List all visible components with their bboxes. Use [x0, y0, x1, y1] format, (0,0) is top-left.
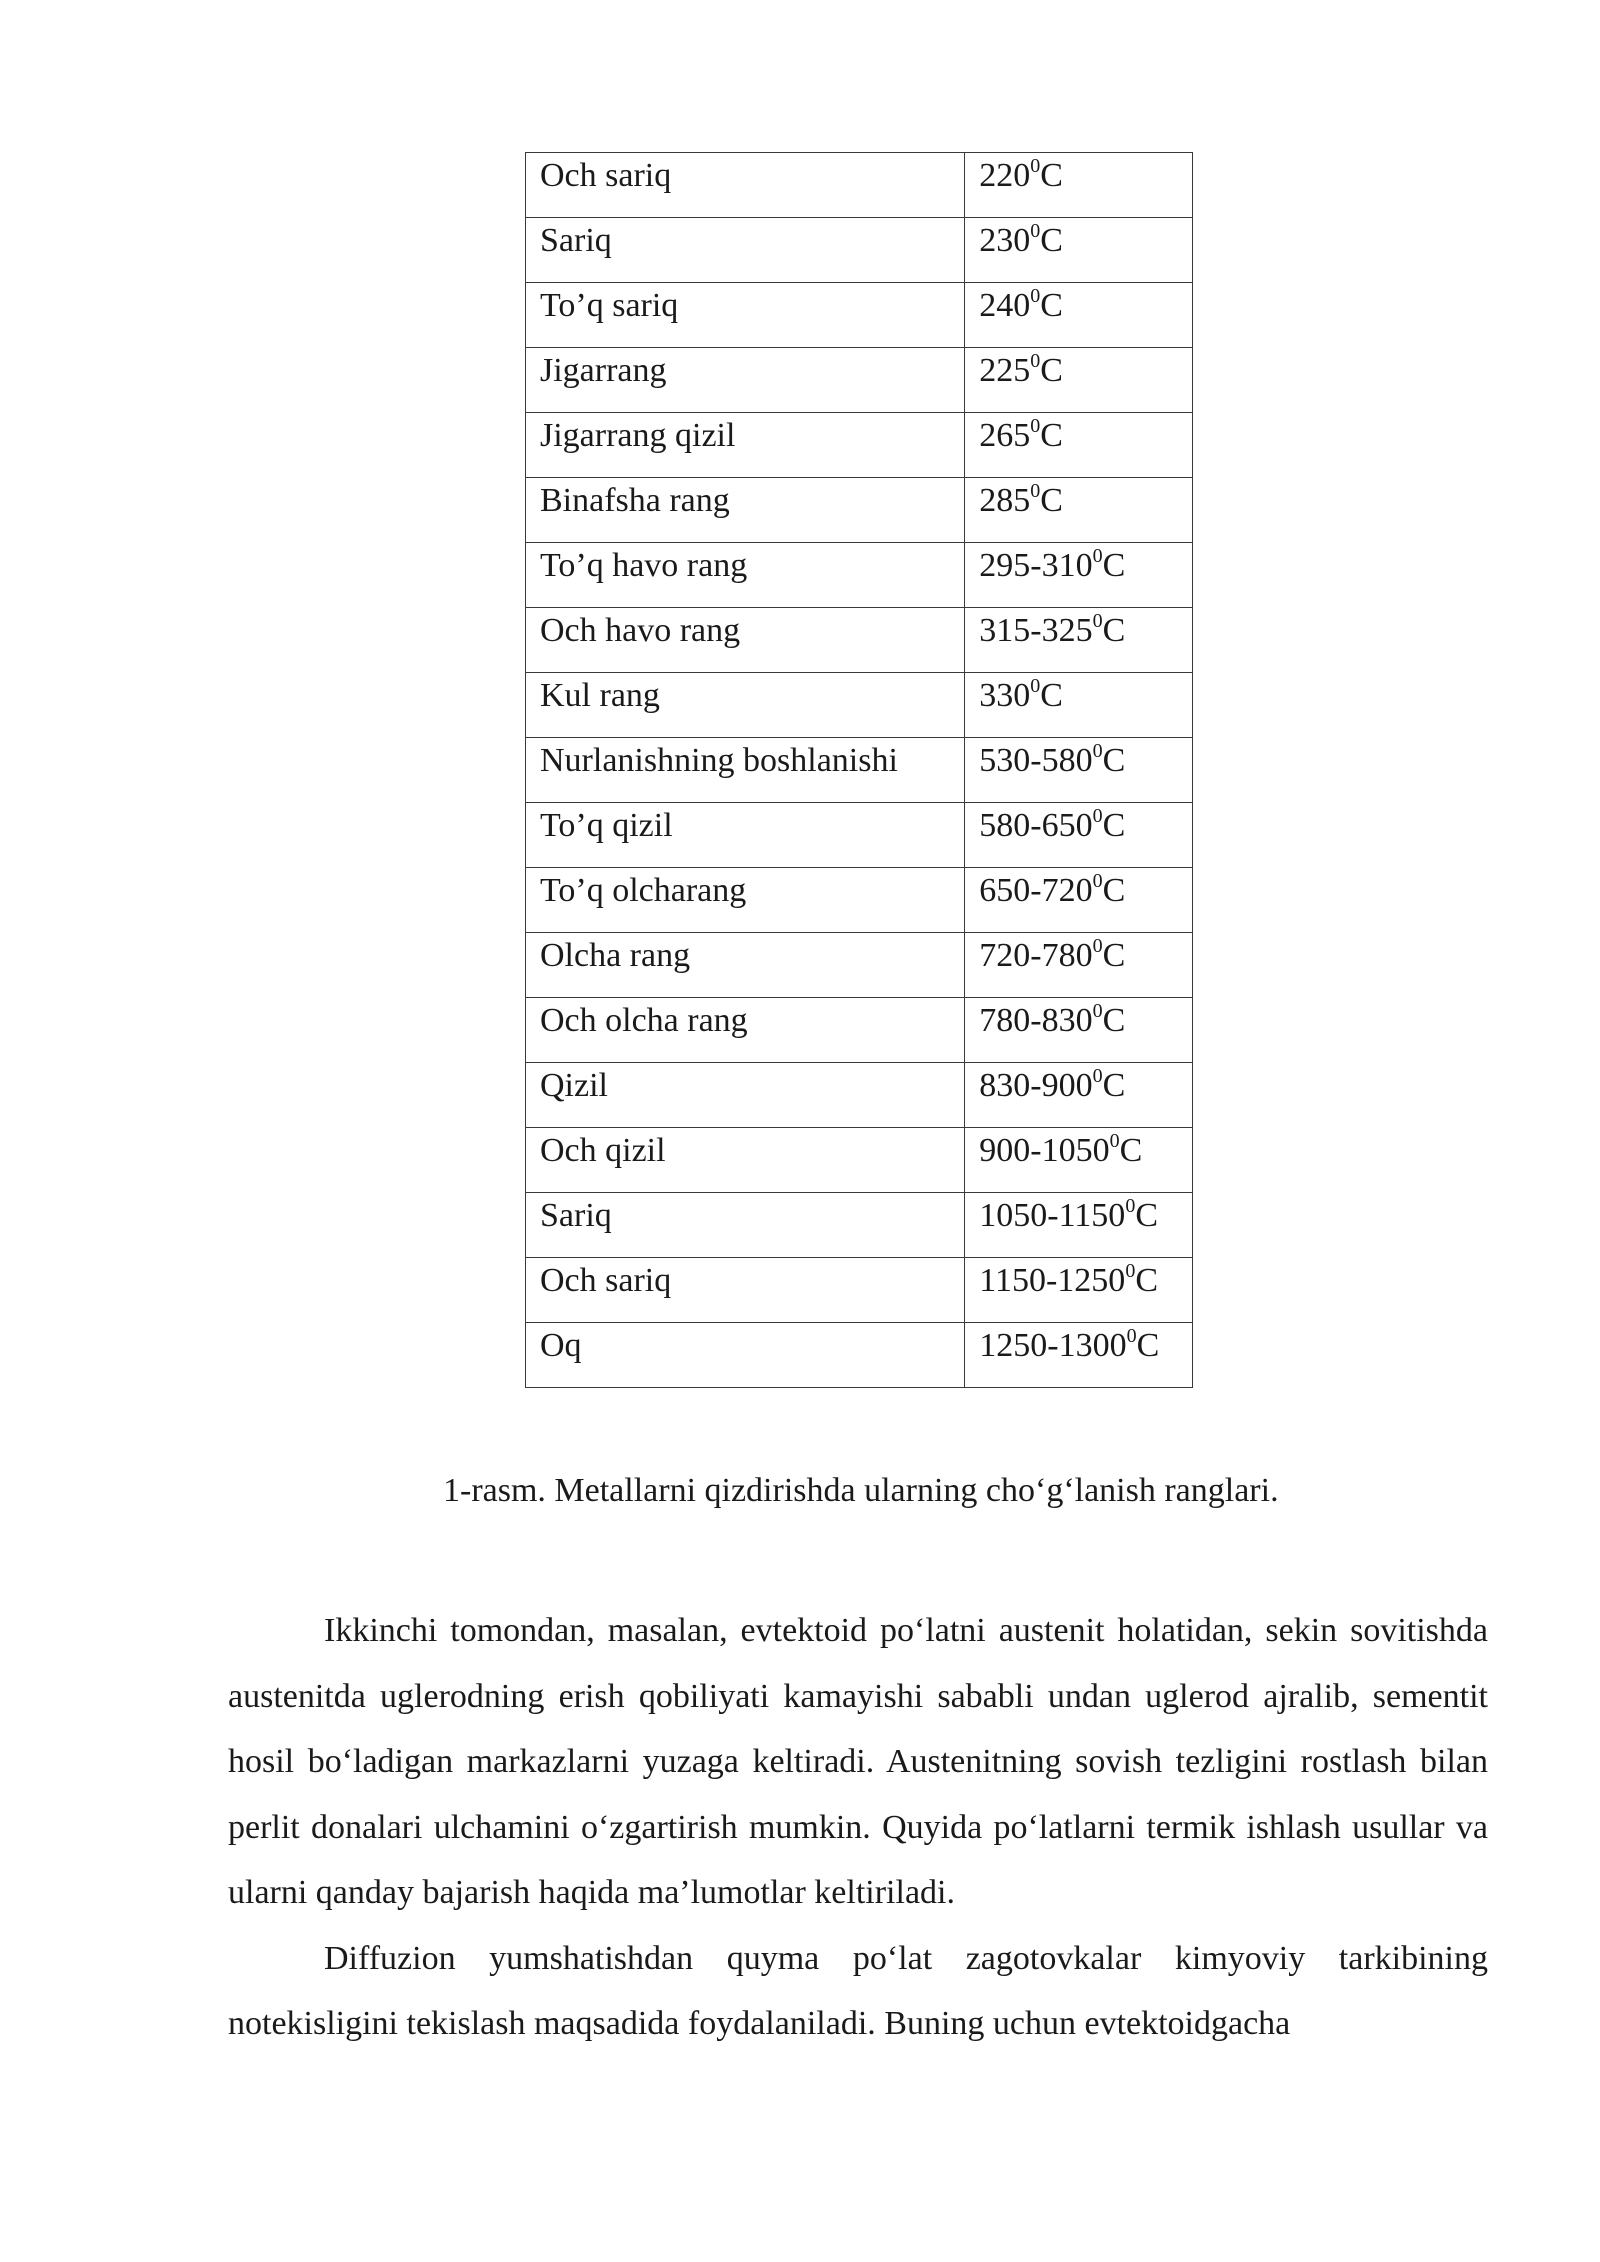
temperature-unit: C: [1136, 1327, 1160, 1364]
degree-mark: 0: [1092, 870, 1103, 892]
degree-mark: 0: [1030, 415, 1041, 437]
table-row: [526, 803, 1193, 868]
color-name-cell: Sariq: [526, 218, 965, 283]
temperature-cell: [965, 1063, 1193, 1128]
heating-colors-table: [525, 152, 1193, 1388]
temperature-unit: C: [1102, 547, 1126, 584]
temperature-value: 780-830: [979, 1002, 1093, 1039]
temperature-cell: [965, 1323, 1193, 1388]
color-name-cell: Och sariq: [526, 153, 965, 218]
temperature-value: 220: [979, 157, 1031, 194]
degree-mark: 0: [1125, 1260, 1136, 1282]
temperature-unit: C: [1119, 1132, 1143, 1169]
color-name-cell: Nurlanishning boshlanishi: [526, 738, 965, 803]
temperature-cell: [965, 868, 1193, 933]
color-name-cell: Kul rang: [526, 673, 965, 738]
temperature-cell: [965, 738, 1193, 803]
table-row: [526, 1193, 1193, 1258]
figure-caption: 1-rasm. Metallarni qizdirishda ularning cho‘g‘lanish ranglari.: [443, 1472, 1279, 1509]
temperature-cell: [965, 608, 1193, 673]
table-row: [526, 283, 1193, 348]
temperature-value: 265: [979, 417, 1031, 454]
temperature-cell: [965, 218, 1193, 283]
table-row: [526, 1063, 1193, 1128]
table-row: [526, 413, 1193, 478]
temperature-unit: C: [1135, 1197, 1158, 1234]
temperature-value: 230: [979, 222, 1031, 259]
table-row: [526, 1323, 1193, 1388]
temperature-cell: [965, 543, 1193, 608]
temperature-cell: [965, 1258, 1193, 1323]
degree-mark: 0: [1092, 935, 1103, 957]
temperature-unit: C: [1102, 742, 1126, 779]
temperature-unit: C: [1102, 807, 1126, 844]
temperature-unit: C: [1102, 872, 1126, 909]
table-row: [526, 1258, 1193, 1323]
degree-mark: 0: [1092, 1000, 1103, 1022]
degree-mark: 0: [1126, 1325, 1137, 1347]
temperature-unit: C: [1040, 157, 1063, 194]
temperature-value: 580-650: [979, 807, 1093, 844]
temperature-value: 315-325: [979, 612, 1093, 649]
temperature-value: 1050-1150: [979, 1197, 1126, 1234]
temperature-cell: [965, 478, 1193, 543]
color-name-cell: Binafsha rang: [526, 478, 965, 543]
table-row: [526, 998, 1193, 1063]
temperature-cell: [965, 803, 1193, 868]
temperature-cell: [965, 998, 1193, 1063]
table-row: [526, 738, 1193, 803]
body-text: [228, 1598, 1488, 2057]
table-row: [526, 608, 1193, 673]
temperature-value: 830-900: [979, 1067, 1093, 1104]
temperature-value: 530-580: [979, 742, 1093, 779]
degree-mark: 0: [1030, 480, 1041, 502]
color-name-cell: Och olcha rang: [526, 998, 965, 1063]
degree-mark: 0: [1030, 155, 1041, 177]
degree-mark: 0: [1092, 610, 1103, 632]
table-row: [526, 218, 1193, 283]
color-name-cell: Oq: [526, 1323, 965, 1388]
color-name-cell: Olcha rang: [526, 933, 965, 998]
temperature-value: 330: [979, 677, 1031, 714]
temperature-unit: C: [1040, 222, 1063, 259]
temperature-unit: C: [1040, 677, 1063, 714]
temperature-cell: [965, 413, 1193, 478]
temperature-unit: C: [1135, 1262, 1158, 1299]
temperature-value: 225: [979, 352, 1031, 389]
color-name-cell: Jigarrang qizil: [526, 413, 965, 478]
temperature-cell: [965, 933, 1193, 998]
color-name-cell: Och qizil: [526, 1128, 965, 1193]
temperature-value: 295-310: [979, 547, 1093, 584]
color-name-cell: To’q sariq: [526, 283, 965, 348]
color-name-cell: Qizil: [526, 1063, 965, 1128]
degree-mark: 0: [1092, 805, 1103, 827]
temperature-unit: C: [1102, 1002, 1126, 1039]
temperature-value: 285: [979, 482, 1031, 519]
table-row: [526, 933, 1193, 998]
table-row: [526, 868, 1193, 933]
degree-mark: 0: [1092, 740, 1103, 762]
degree-mark: 0: [1030, 350, 1041, 372]
temperature-cell: [965, 1193, 1193, 1258]
table-row: [526, 673, 1193, 738]
temperature-value: 900-1050: [979, 1132, 1110, 1169]
color-name-cell: To’q havo rang: [526, 543, 965, 608]
table-row: [526, 1128, 1193, 1193]
degree-mark: 0: [1030, 220, 1041, 242]
color-name-cell: Sariq: [526, 1193, 965, 1258]
temperature-cell: [965, 283, 1193, 348]
temperature-unit: C: [1102, 612, 1126, 649]
table-body: [526, 153, 1193, 1388]
temperature-value: 240: [979, 287, 1031, 324]
temperature-cell: [965, 348, 1193, 413]
color-name-cell: Och sariq: [526, 1258, 965, 1323]
temperature-value: 650-720: [979, 872, 1093, 909]
temperature-value: 1150-1250: [979, 1262, 1126, 1299]
color-name-cell: Jigarrang: [526, 348, 965, 413]
degree-mark: 0: [1030, 675, 1041, 697]
degree-mark: 0: [1030, 285, 1041, 307]
table-row: [526, 348, 1193, 413]
temperature-cell: [965, 673, 1193, 738]
color-name-cell: To’q olcharang: [526, 868, 965, 933]
temperature-value: 1250-1300: [979, 1327, 1127, 1364]
degree-mark: 0: [1125, 1195, 1136, 1217]
temperature-unit: C: [1040, 287, 1063, 324]
temperature-cell: [965, 1128, 1193, 1193]
color-name-cell: Och havo rang: [526, 608, 965, 673]
table-row: [526, 543, 1193, 608]
temperature-unit: C: [1040, 417, 1063, 454]
temperature-unit: C: [1102, 937, 1126, 974]
table-row: [526, 478, 1193, 543]
paragraph: Ikkinchi tomondan, masalan, evtektoid po‘latni austenit holatidan, sekin sovitishda austenitda uglerodning erish qobiliyati kamayishi sababli undan uglerod ajralib, sementit hosil bo‘ladigan markazlarni yuzaga keltiradi. Austenitning sovish tezligini rostlash bilan perlit donalari ulchamini o‘zgartirish mumkin. Quyida po‘latlarni termik ishlash usullar va ularni qanday bajarish haqida ma’lumotlar keltiriladi.: [228, 1612, 1488, 1911]
degree-mark: 0: [1092, 1065, 1103, 1087]
paragraph: Diffuzion yumshatishdan quyma po‘lat zagotovkalar kimyoviy tarkibining notekisligini tekislash maqsadida foydalaniladi. Buning uchun evtektoidgacha: [228, 1939, 1488, 2042]
temperature-unit: C: [1040, 352, 1063, 389]
table-row: [526, 153, 1193, 218]
degree-mark: 0: [1092, 545, 1103, 567]
temperature-value: 720-780: [979, 937, 1093, 974]
color-name-cell: To’q qizil: [526, 803, 965, 868]
degree-mark: 0: [1109, 1130, 1120, 1152]
temperature-unit: C: [1102, 1067, 1126, 1104]
temperature-unit: C: [1040, 482, 1063, 519]
temperature-cell: [965, 153, 1193, 218]
